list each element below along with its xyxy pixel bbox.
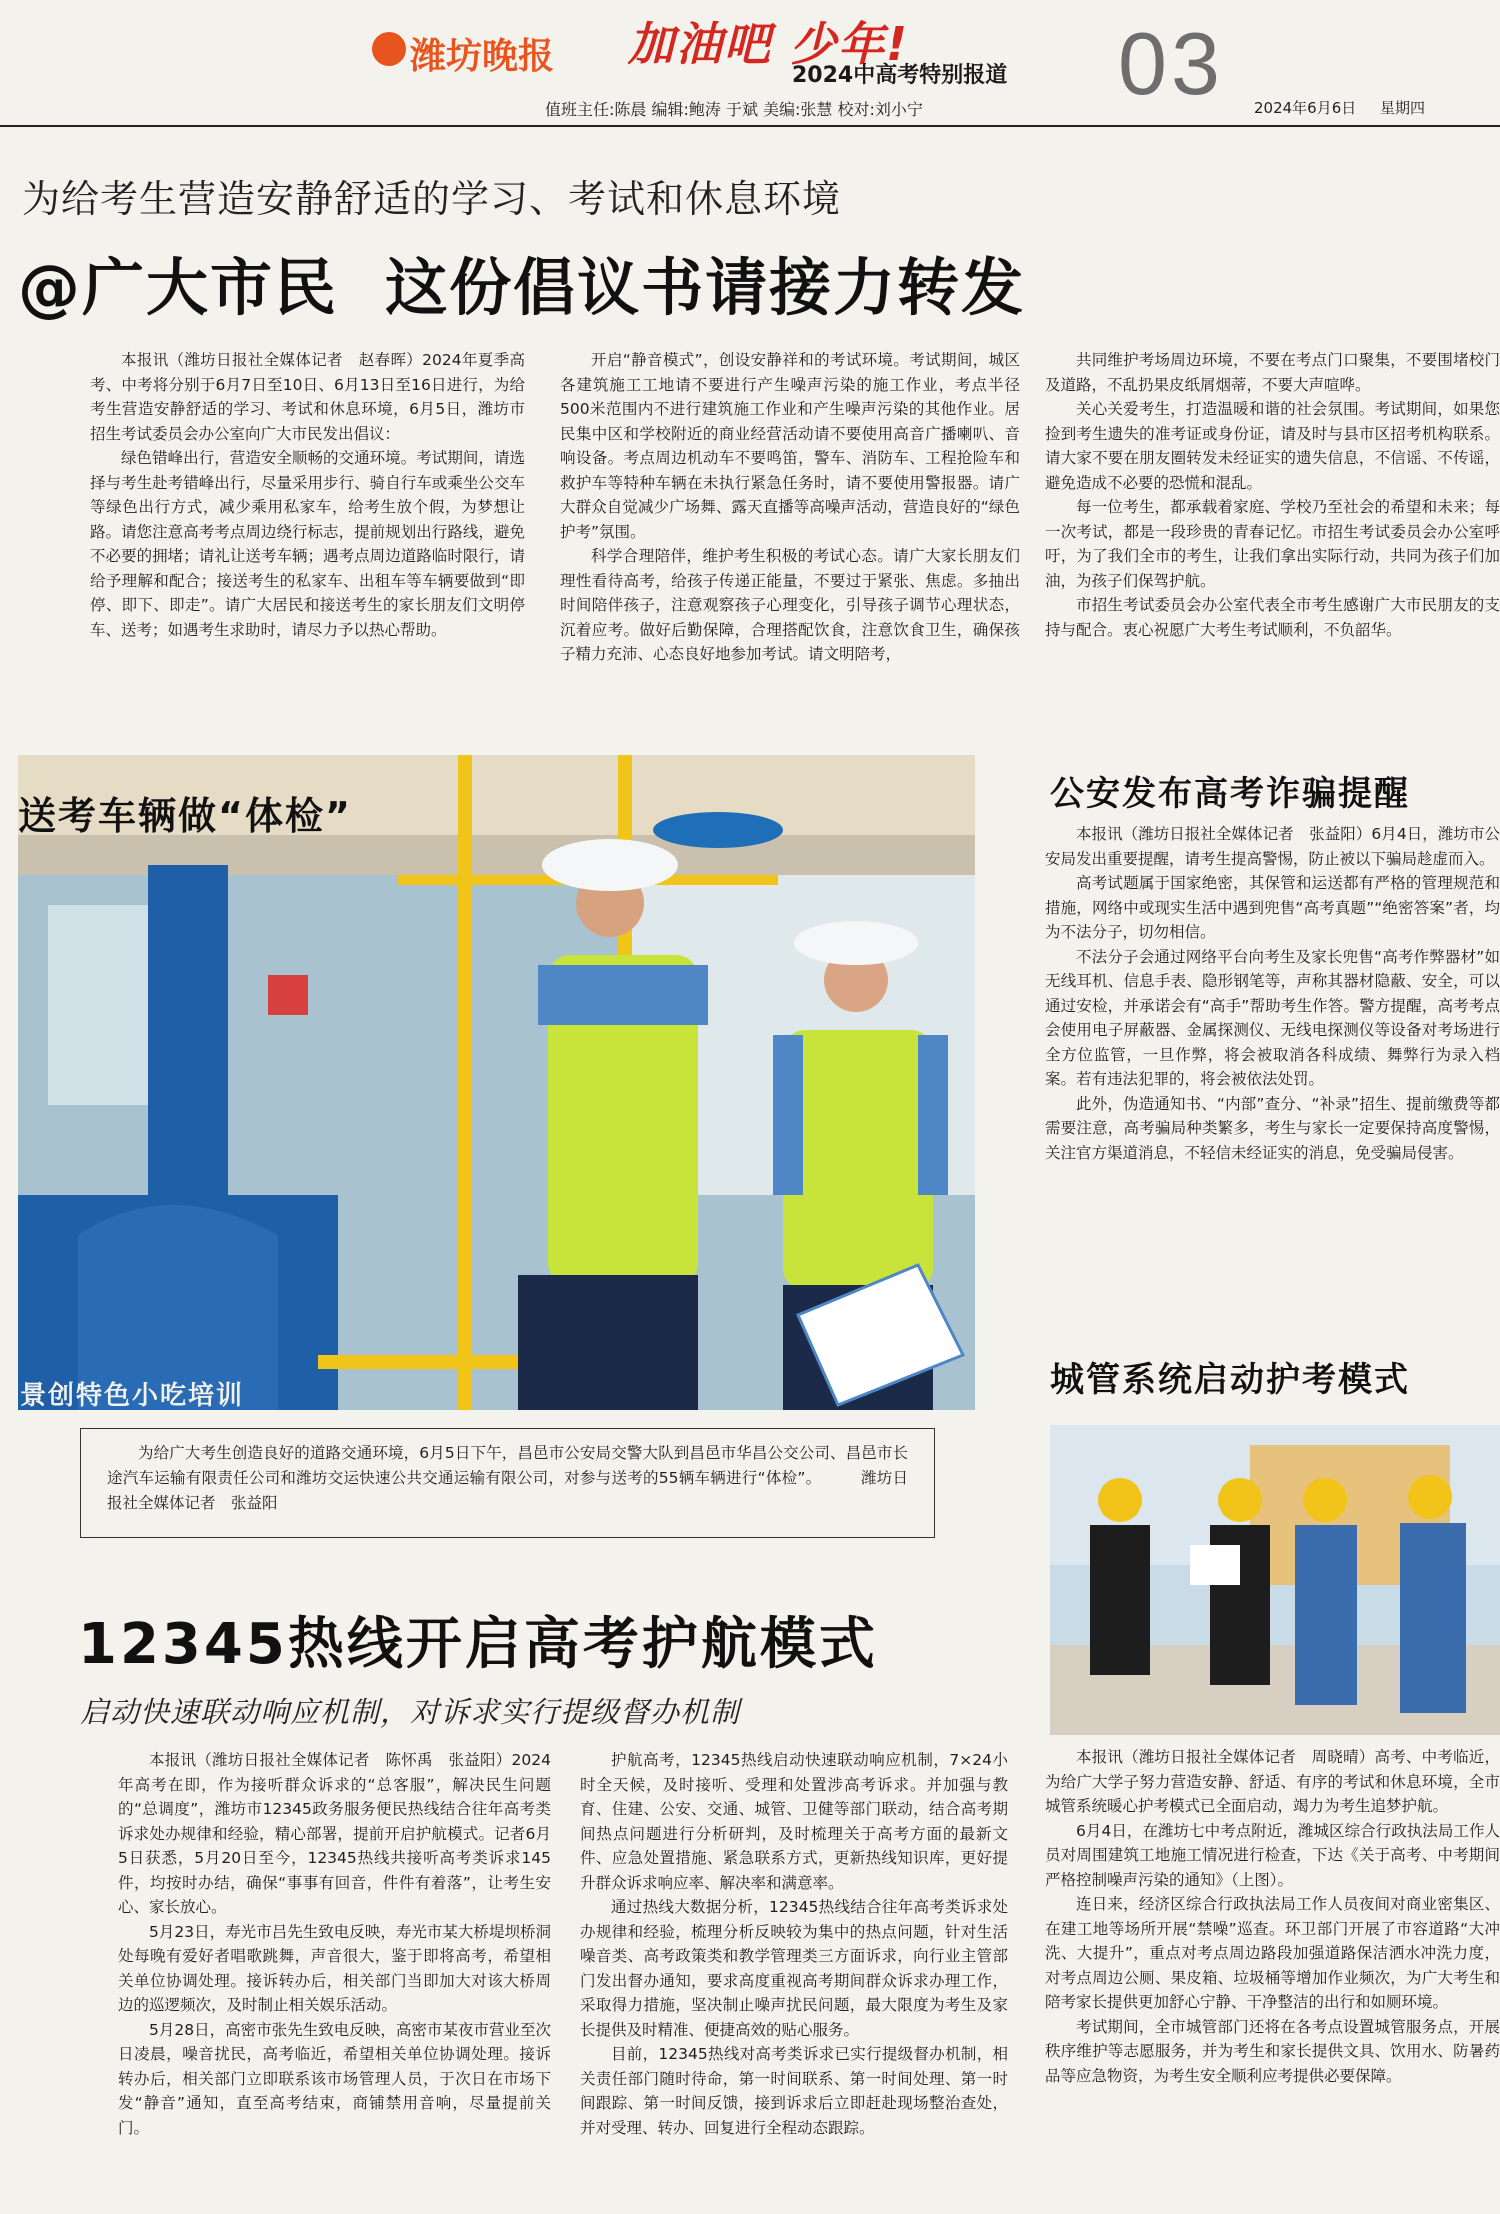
police-para: 不法分子会通过网络平台向考生及家长兜售“高考作弊器材”如无线耳机、信息手表、隐形钢笔等，声称其器材隐蔽、安全，可以通过安检，并承诺会有“高手”帮助考生作答。警方提醒，高考考点会使用电子屏蔽器、金属探测仪、无线电探测仪等设备对考场进行全方位监管，一旦作弊，将会被取消各科成绩、舞弊行为录入档案。若有违法犯罪的，将会被依法处罚。 — [1045, 947, 1500, 1088]
urban-para: 本报讯（潍坊日报社全媒体记者 周晓晴）高考、中考临近，为给广大学子努力营造安静、舒适、有序的考试和休息环境，全市城管系统暖心护考模式已全面启动，竭力为考生追梦护航。 — [1045, 1748, 1500, 1815]
paper-logo-icon — [372, 32, 406, 66]
photo1-caption: 为给广大考生创造良好的道路交通环境，6月5日下午，昌邑市公安局交警大队到昌邑市华昌公交公司、昌邑市长途汽车运输有限责任公司和潍坊交运快速公共交通运输有限公司，对参与送考的55辆车辆进行“体检”。 潍坊日报社全媒体记者 张益阳 — [107, 1444, 908, 1512]
hotline-col1-para: 5月28日，高密市张先生致电反映，高密市某夜市营业至次日凌晨，噪音扰民，高考临近，希望相关单位协调处理。接诉转办后，相关部门立即联系该市场管理人员，于次日在市场下发“静音”通知，直至高考结束，商铺禁用音响，尽量提前关门。 — [118, 2020, 551, 2137]
bus-interior-illustration — [18, 755, 975, 1410]
slogan: 加油吧 少年! — [628, 17, 909, 71]
lead-col3-para: 共同维护考场周边环境，不要在考点门口聚集，不要围堵校门及道路，不乱扔果皮纸屑烟蒂，不要大声喧哗。 — [1045, 351, 1500, 394]
police-para: 此外，伪造通知书、“内部”查分、“补录”招生、提前缴费等都需要注意，高考骗局种类繁多，考生与家长一定要保持高度警惕，关注官方渠道消息，不轻信未经证实的消息，免受骗局侵害。 — [1045, 1094, 1500, 1162]
hotline-col2-para: 目前，12345热线对高考类诉求已实行提级督办机制，相关责任部门随时待命，第一时间联系、第一时间处理、第一时间跟踪、第一时间反馈，接到诉求后立即赶赴现场整治查处，并对受理、转办、回复进行全程动态跟踪。 — [580, 2045, 1008, 2137]
lead-col2-para: 开启“静音模式”，创设安静祥和的考试环境。考试期间，城区各建筑施工工地请不要进行产生噪声污染的施工作业，考点半径500米范围内不进行建筑施工作业和产生噪声污染的其他作业。居民集中区和学校附近的商业经营活动请不要使用高音广播喇叭、音响设备。考点周边机动车不要鸣笛，警车、消防车、工程抢险车和救护车等特种车辆在未执行紧急任务时，请不要使用警报器。请广大群众自觉减少广场舞、露天直播等高噪声活动，营造良好的“绿色护考”氛围。 — [560, 351, 1020, 541]
lead-col1-para: 本报讯（潍坊日报社全媒体记者 赵春晖）2024年夏季高考、中考将分别于6月7日至10日、6月13日至16日进行，为给考生营造安静舒适的学习、考试和休息环境，6月5日，潍坊市招生考试委员会办公室向广大市民发出倡议： — [90, 351, 525, 443]
police-para: 本报讯（潍坊日报社全媒体记者 张益阳）6月4日，潍坊市公安局发出重要提醒，请考生提高警惕，防止被以下骗局趁虚而入。 — [1045, 825, 1500, 868]
bus-seat-banner: 景创特色小吃培训 — [20, 1381, 245, 1410]
photo1-title: 送考车辆做“体检” — [18, 794, 352, 838]
police-body — [1045, 822, 1500, 1165]
construction-site-illustration — [1050, 1425, 1500, 1735]
urban-inspection-photo — [1050, 1425, 1500, 1735]
staff-line: 值班主任:陈晨 编辑:鲍涛 于斌 美编:张慧 校对:刘小宁 — [545, 100, 923, 119]
issue-weekday: 星期四 — [1380, 99, 1426, 117]
hotline-title: 12345热线开启高考护航模式 — [78, 1612, 878, 1677]
urban-para: 考试期间，全市城管部门还将在各考点设置城管服务点，开展秩序维护等志愿服务，并为考生和家长提供文具、饮用水、防暑药品等应急物资，为考生安全顺利应考提供必要保障。 — [1045, 2017, 1500, 2085]
urban-title: 城管系统启动护考模式 — [1050, 1360, 1410, 1400]
page-number: 03 — [1118, 14, 1224, 113]
lead-column-2 — [560, 348, 1020, 667]
urban-body — [1045, 1745, 1500, 2088]
hotline-col2-para: 通过热线大数据分析，12345热线结合往年高考类诉求处办规律和经验，梳理分析反映较为集中的热点问题，针对生活噪音类、高考政策类和教学管理类三方面诉求，向行业主管部门发出督办通知，要求高度重视高考期间群众诉求办理工作，采取得力措施，坚决制止噪声扰民问题，最大限度为考生及家长提供及时精准、便捷高效的贴心服务。 — [580, 1898, 1008, 2039]
lead-col3-para: 关心关爱考生，打造温暖和谐的社会氛围。考试期间，如果您捡到考生遗失的准考证或身份证，请及时与县市区招考机构联系。请大家不要在朋友圈转发未经证实的遗失信息，不信谣、不传谣，避免造成不必要的恐慌和混乱。 — [1045, 400, 1500, 492]
masthead — [0, 0, 1500, 125]
police-para: 高考试题属于国家绝密，其保管和运送都有严格的管理规范和措施，网络中或现实生活中遇到兜售“高考真题”“绝密答案”者，均为不法分子，切勿相信。 — [1045, 874, 1500, 941]
bus-inspection-photo — [18, 755, 975, 1410]
paper-name: 潍坊晚报 — [410, 36, 555, 76]
lead-headline: @广大市民 这份倡议书请接力转发 — [18, 251, 1026, 324]
hotline-col1-para: 5月23日，寿光市吕先生致电反映，寿光市某大桥堤坝桥洞处每晚有爱好者唱歌跳舞，声音很大，鉴于即将高考，希望相关单位协调处理。接诉转办后，相关部门当即加大对该大桥周边的巡逻频次，及时制止相关娱乐活动。 — [118, 1922, 551, 2014]
urban-para: 连日来，经济区综合行政执法局工作人员夜间对商业密集区、在建工地等场所开展“禁噪”巡查。环卫部门开展了市容道路“大冲洗、大提升”，重点对考点周边路段加强道路保洁洒水冲洗力度，对考点周边公厕、果皮箱、垃圾桶等增加作业频次，为广大考生和陪考家长提供更加舒心宁静、干净整洁的出行和如厕环境。 — [1045, 1895, 1500, 2011]
hotline-col2-para: 护航高考，12345热线启动快速联动响应机制，7×24小时全天候，及时接听、受理和处置涉高考诉求。并加强与教育、住建、公安、交通、城管、卫健等部门联动，结合高考期间热点问题进行分析研判，及时梳理关于高考方面的最新文件、应急处置措施、紧急联系方式，更新热线知识库，更好提升群众诉求响应率、解决率和满意率。 — [580, 1751, 1008, 1892]
lead-column-3 — [1045, 348, 1500, 642]
issue-date: 2024年6月6日 — [1254, 99, 1357, 117]
lead-col3-para: 市招生考试委员会办公室代表全市考生感谢广大市民朋友的支持与配合。衷心祝愿广大考生考试顺利，不负韶华。 — [1045, 596, 1500, 639]
lead-col1-para: 绿色错峰出行，营造安全顺畅的交通环境。考试期间，请选择与考生赴考错峰出行，尽量采用步行、骑自行车或乘坐公交车等绿色出行方式，减少乘用私家车，给考生放个假，为梦想让路。请您注意高考考点周边绕行标志，提前规划出行路线，避免不必要的拥堵；请礼让送考车辆；遇考点周边道路临时限行，请给予理解和配合；接送考生的私家车、出租车等车辆要做到“即停、即下、即走”。请广大居民和接送考生的家长朋友们文明停车、送考；如遇考生求助时，请尽力予以热心帮助。 — [90, 449, 525, 639]
hotline-subtitle: 启动快速联动响应机制，对诉求实行提级督办机制 — [80, 1697, 741, 1729]
urban-para: 6月4日，在潍坊七中考点附近，潍城区综合行政执法局工作人员对周围建筑工地施工情况进行检查，下达《关于高考、中考期间严格控制噪声污染的通知》（上图）。 — [1045, 1821, 1500, 1889]
hotline-col1-para: 本报讯（潍坊日报社全媒体记者 陈怀禹 张益阳）2024年高考在即，作为接听群众诉求的“总客服”，解决民生问题的“总调度”，潍坊市12345政务服务便民热线结合往年高考类诉求处办规律和经验，精心部署，提前开启护航模式。记者6月5日获悉，5月20日至今，12345热线共接听高考类诉求145件，均按时办结，确保“事事有回音，件件有着落”，让考生安心、家长放心。 — [118, 1751, 551, 1916]
lead-col3-para: 每一位考生，都承载着家庭、学校乃至社会的希望和未来；每一次考试，都是一段珍贵的青春记忆。市招生考试委员会办公室呼吁，为了我们全市的考生，让我们拿出实际行动，共同为孩子们加油，为孩子们保驾护航。 — [1045, 498, 1500, 590]
photo1-caption-box — [80, 1428, 935, 1538]
lead-kicker: 为给考生营造安静舒适的学习、考试和休息环境 — [22, 177, 842, 221]
hotline-column-1 — [118, 1748, 551, 2140]
masthead-rule — [0, 125, 1500, 127]
police-title: 公安发布高考诈骗提醒 — [1050, 774, 1410, 814]
lead-col2-para: 科学合理陪伴，维护考生积极的考试心态。请广大家长朋友们理性看待高考，给孩子传递正能量，不要过于紧张、焦虑。多抽出时间陪伴孩子，注意观察孩子心理变化，引导孩子调节心理状态，沉着应考。做好后勤保障，合理搭配饮食，注意饮食卫生，确保孩子精力充沛、心态良好地参加考试。请文明陪考， — [560, 547, 1020, 663]
hotline-column-2 — [580, 1748, 1008, 2140]
lead-column-1 — [90, 348, 525, 642]
special-report-label: 2024中高考特别报道 — [792, 63, 1008, 88]
